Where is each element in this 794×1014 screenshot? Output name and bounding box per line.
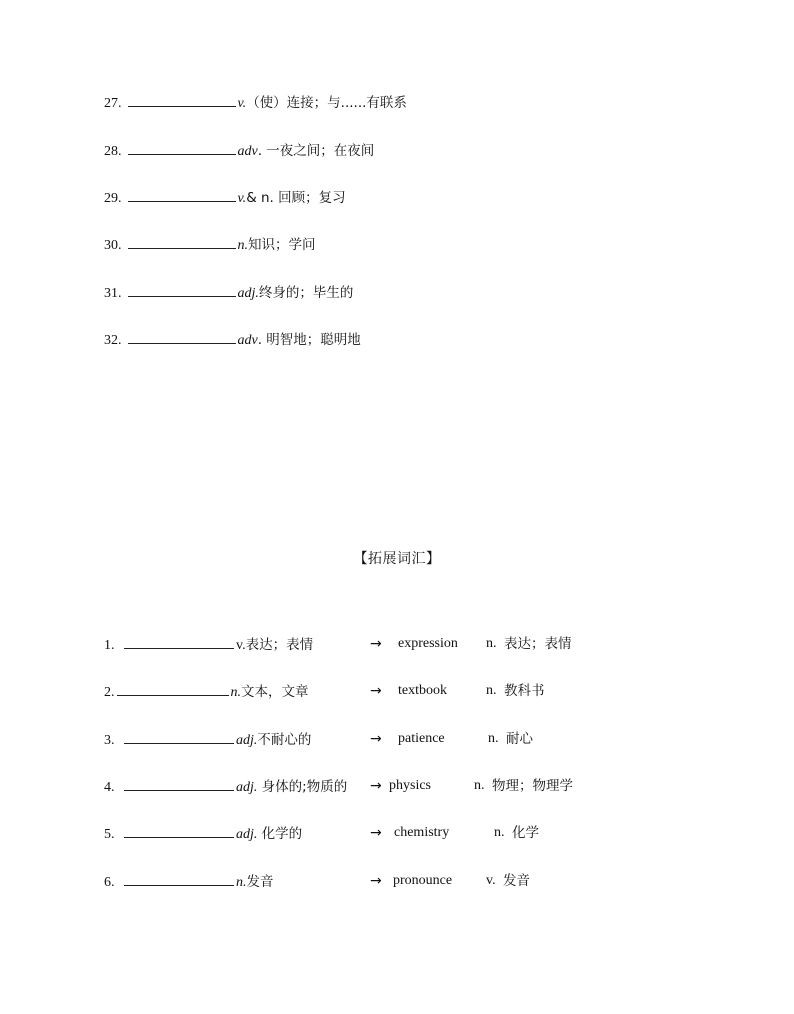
answer-blank[interactable] — [128, 329, 236, 344]
meaning: & n. 回顾；复习 — [246, 190, 346, 206]
related-word: textbook — [398, 683, 447, 698]
item-number: 31. — [104, 286, 122, 301]
vocab-line-30 — [104, 234, 316, 254]
arrow-icon: → — [370, 778, 382, 794]
meaning: . 一夜之间；在夜间 — [257, 143, 375, 159]
ext-line-3-left — [104, 729, 311, 749]
arrow-icon: → — [370, 873, 382, 889]
meaning: 知识；学问 — [248, 237, 316, 253]
ext-line-6-left — [104, 871, 274, 891]
part-of-speech: n. — [237, 238, 248, 253]
meaning: 不耐心的 — [257, 732, 312, 748]
meaning: 终身的；毕生的 — [258, 285, 354, 301]
related-word-pos: v. — [486, 873, 496, 888]
ext-line-1-left — [104, 634, 313, 654]
related-word-meaning: 化学 — [512, 825, 539, 841]
item-number: 2. — [104, 685, 115, 700]
answer-blank[interactable] — [124, 776, 234, 791]
ext-line-2-left — [104, 681, 309, 701]
related-word-meaning: 表达；表情 — [504, 636, 572, 652]
related-word-meaning: 物理；物理学 — [492, 778, 573, 794]
related-word-pos: n. — [486, 683, 497, 698]
vocab-line-27 — [104, 92, 407, 112]
vocab-line-31 — [104, 282, 353, 302]
related-word: patience — [398, 731, 445, 746]
answer-blank[interactable] — [128, 234, 236, 249]
item-number: 32. — [104, 333, 122, 348]
meaning: 身体的;物质的 — [257, 779, 348, 795]
part-of-speech: adj. — [236, 780, 258, 795]
related-word-meaning: 耐心 — [506, 731, 533, 747]
answer-blank[interactable] — [124, 871, 234, 886]
meaning: 发音 — [246, 874, 274, 890]
related-word: pronounce — [393, 873, 453, 888]
vocab-line-28 — [104, 140, 374, 160]
item-number: 4. — [104, 780, 115, 795]
answer-blank[interactable] — [128, 187, 236, 202]
item-number: 6. — [104, 875, 115, 890]
arrow-icon: → — [370, 731, 382, 747]
part-of-speech: v. — [237, 96, 247, 111]
related-word-pos: n. — [494, 825, 505, 840]
item-number: 3. — [104, 733, 115, 748]
vocab-line-29 — [104, 187, 346, 207]
meaning: 文本，文章 — [241, 684, 309, 700]
item-number: 30. — [104, 238, 122, 253]
related-word: physics — [389, 778, 431, 793]
related-word-pos: n. — [488, 731, 499, 746]
part-of-speech: adj. — [237, 286, 259, 301]
ext-line-4-left — [104, 776, 347, 796]
part-of-speech: adj. — [236, 733, 258, 748]
arrow-icon: → — [370, 825, 382, 841]
section-title: 【拓展词汇】 — [353, 551, 441, 567]
part-of-speech: adv — [237, 144, 258, 159]
related-word-pos: n. — [486, 636, 497, 651]
answer-blank[interactable] — [124, 729, 234, 744]
item-number: 5. — [104, 827, 115, 842]
meaning: . 明智地；聪明地 — [257, 332, 361, 348]
item-number: 27. — [104, 96, 122, 111]
answer-blank[interactable] — [128, 282, 236, 297]
part-of-speech: adj. — [236, 827, 258, 842]
item-number: 28. — [104, 144, 122, 159]
meaning: （使）连接；与......有联系 — [246, 95, 407, 111]
meaning: 化学的 — [257, 826, 303, 842]
related-word-meaning: 教科书 — [504, 683, 545, 699]
related-word: expression — [398, 636, 458, 651]
answer-blank[interactable] — [117, 681, 229, 696]
part-of-speech: v. — [237, 191, 247, 206]
related-word-pos: n. — [474, 778, 485, 793]
part-of-speech: n. — [230, 685, 241, 700]
meaning: 表达；表情 — [245, 637, 314, 653]
answer-blank[interactable] — [128, 140, 236, 155]
related-word-meaning: 发音 — [503, 873, 530, 889]
part-of-speech: adv — [237, 333, 258, 348]
ext-line-5-left — [104, 823, 302, 843]
related-word: chemistry — [394, 825, 450, 840]
item-number: 29. — [104, 191, 122, 206]
item-number: 1. — [104, 638, 115, 653]
answer-blank[interactable] — [124, 634, 234, 649]
arrow-icon: → — [370, 636, 382, 652]
arrow-icon: → — [370, 683, 382, 699]
vocab-line-32 — [104, 329, 361, 349]
part-of-speech: v. — [236, 638, 246, 653]
part-of-speech: n. — [236, 875, 247, 890]
answer-blank[interactable] — [124, 823, 234, 838]
answer-blank[interactable] — [128, 92, 236, 107]
